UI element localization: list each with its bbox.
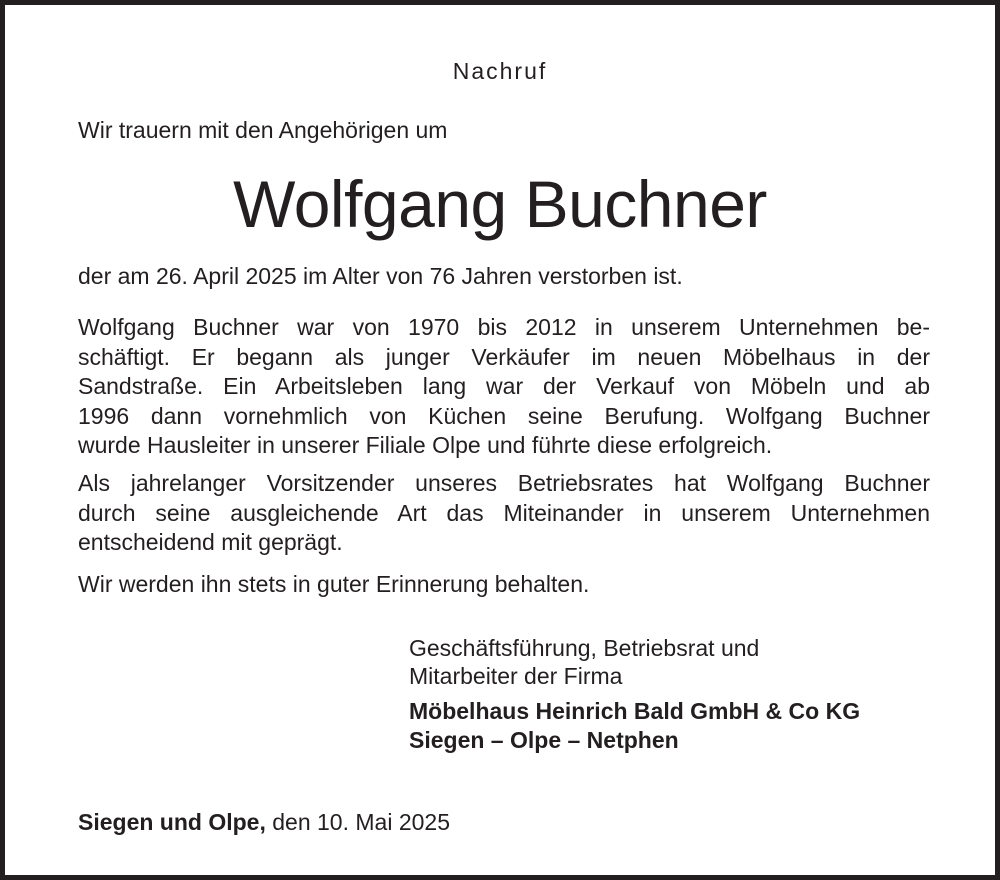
company-locations: Siegen – Olpe – Netphen — [409, 727, 679, 753]
place-date-line — [78, 808, 450, 836]
closing-sentence: Wir werden ihn stets in guter Erinnerung behalten. — [78, 571, 590, 597]
company-name: Möbelhaus Heinrich Bald GmbH & Co KG — [409, 698, 861, 724]
signature-line-1: Geschäftsführung, Betriebsrat und — [409, 635, 760, 661]
date: den 10. Mai 2025 — [272, 809, 450, 835]
paragraph-line: Als jahrelanger Vorsitzender unseres Betriebsrates hat Wolfgang Buchner — [78, 470, 930, 496]
paragraph-line: Sandstraße. Ein Arbeitsleben lang war der Verkauf von Möbeln und ab — [78, 373, 930, 399]
paragraph-line: durch seine ausgleichende Art das Miteinander in unserem Unternehmen — [78, 499, 930, 526]
intro-text: Wir trauern mit den Angehörigen um — [78, 117, 448, 143]
signature-line-2: Mitarbeiter der Firma — [409, 663, 623, 689]
career-paragraph — [78, 313, 930, 461]
death-line: der am 26. April 2025 im Alter von 76 Jahren verstorben ist. — [78, 263, 683, 289]
notice-heading: Nachruf — [452, 58, 548, 84]
paragraph-line: 1996 dann vornehmlich von Küchen seine Berufung. Wolfgang Buchner — [78, 402, 930, 429]
deceased-name: Wolfgang Buchner — [233, 167, 767, 241]
paragraph-line: wurde Hausleiter in unserer Filiale Olpe und führte diese erfolgreich. — [78, 432, 773, 458]
paragraph-line: entscheidend mit geprägt. — [78, 529, 343, 555]
paragraph-line: schäftigt. Er begann als junger Verkäufer im neuen Möbelhaus in der — [78, 343, 930, 370]
paragraph-line: Wolfgang Buchner war von 1970 bis 2012 in unserem Unternehmen be- — [78, 314, 930, 340]
works-council-paragraph — [78, 469, 930, 558]
place: Siegen und Olpe, — [78, 809, 266, 835]
